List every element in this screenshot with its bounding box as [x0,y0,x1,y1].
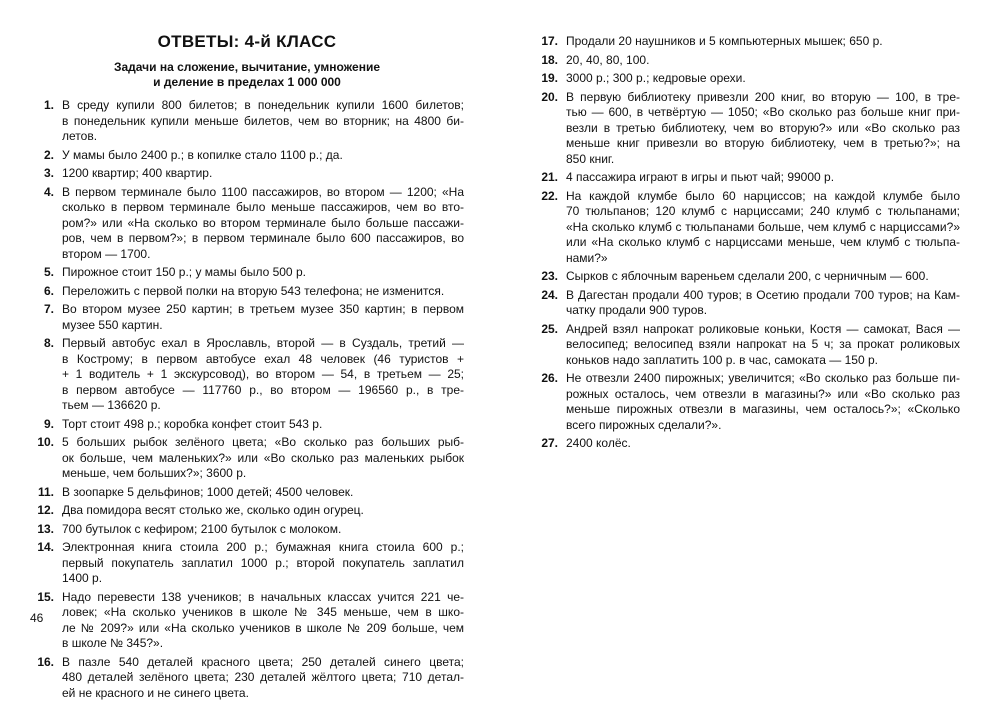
answer-text [62,590,464,652]
answer-item [30,265,464,281]
answer-number: 18. [541,52,558,67]
answer-text-line: в Кострому; в первом автобусе ехал 48 человек (46 туристов + [62,351,464,366]
answer-text-line: ле № 209?» или «На сколько учеников в школе № 209 больше, чем [62,620,464,635]
answer-item [30,522,464,538]
answer-text-line: коньков надо заплатить 100 р. в час, самоката — 150 р. [566,352,878,367]
answer-item [30,148,464,164]
answer-item [534,53,960,69]
answer-number: 12. [37,503,54,517]
answer-text-line: 1400 р. [62,571,103,585]
answer-text-line: 480 деталей зелёного цвета; 230 деталей жёлтого цвета; 710 детал- [62,670,464,684]
answer-text-line: Во втором музее 250 картин; в третьем музее 350 картин; в первом [62,302,464,316]
answer-text-line: всего пирожных сделали?». [566,417,722,432]
answer-item [534,71,960,87]
answer-number: 10. [37,435,54,449]
answer-text [62,522,464,538]
answer-text-line: втором — 1700. [62,246,151,261]
answer-text [62,485,464,501]
answer-text-line: 5 больших рыбок зелёного цвета; «Во сколько раз больших рыб- [62,435,464,449]
answer-text [566,71,960,87]
answer-item [534,269,960,285]
answer-item [30,417,464,433]
answer-text-line: ров, чем в первом?»; в первом терминале было 600 пассажиров, во [62,231,464,245]
answer-text-line: музее 550 картин. [62,317,163,332]
left-column [30,0,464,704]
answer-text-line: 3000 р.; 300 р.; кедровые орехи. [566,71,746,85]
answer-item [534,371,960,433]
answer-text [566,34,960,50]
answer-item [30,284,464,300]
answer-list-left [30,98,464,701]
answer-text [62,98,464,145]
answer-text-line: нами?» [566,250,608,265]
answer-text-line: Переложить с первой полки на вторую 543 телефона; не изменится. [62,283,445,298]
answer-number: 17. [541,34,558,48]
answer-text-line: Продали 20 наушников и 5 компьютерных мышек; 650 р. [566,34,883,48]
answer-item [30,435,464,482]
answer-text-line: «На сколько клумб с тюльпанами больше, чем клумб с нарциссами?» [566,219,960,234]
answer-text-line: летов. [62,129,98,143]
answer-number: 16. [37,654,54,669]
answer-item [30,185,464,263]
answer-text-line: в понедельник купили меньше билетов, чем во вторник; на 4800 би- [62,113,464,128]
answer-text-line: 70 тюльпанов; 120 клумб с нарциссами; 240 клумб с тюльпанами; [566,204,960,218]
answer-text [62,655,464,702]
answer-number: 20. [541,89,558,104]
answer-text-line: Электронная книга стоила 200 р.; бумажная книга стоила 600 р.; [62,540,464,554]
answer-text [62,284,464,300]
answer-text-line: + 1 водитель + 1 экскурсовод), во втором — 54, в третьем — 25; [62,367,464,381]
answer-number: 9. [43,416,54,431]
answer-text-line: В первую библиотеку привезли 200 книг, во вторую — 100, в тре- [566,89,960,104]
answer-text [566,170,960,186]
answer-number: 11. [37,484,54,499]
answer-text [566,436,960,452]
answer-text-line: Два помидора весят столько же, сколько один огурец. [62,503,364,517]
page-title: ОТВЕТЫ: 4-й КЛАСС [157,32,337,51]
answer-item [534,34,960,50]
answer-item [534,288,960,319]
answer-text [62,302,464,333]
answer-text [566,189,960,267]
answer-number: 22. [541,188,558,203]
answer-text-line: В первом терминале было 1100 пассажиров, во втором — 1200; «На [62,184,464,199]
answer-number: 13. [37,521,54,536]
answer-text-line: 2400 колёс. [566,436,631,450]
answer-text-line: 20, 40, 80, 100. [566,52,650,67]
answer-text [566,269,960,285]
answer-text-line: Первый автобус ехал в Ярославль, второй — в Суздаль, третий — [62,336,464,350]
answer-number: 19. [541,71,558,85]
answer-text-line: Не отвезли 2400 пирожных; увеличится; «Во сколько раз больше пи- [566,371,960,385]
answer-item [534,436,960,452]
answer-text-line: в первом автобусе — 117760 р., во втором — 196560 р., в тре- [62,382,464,397]
answer-text [566,322,960,369]
answer-item [30,302,464,333]
answer-item [534,170,960,186]
answer-text [62,265,464,281]
answer-text-line: 850 книг. [566,151,615,166]
answer-text-line: В зоопарке 5 дельфинов; 1000 детей; 4500 человек. [62,484,354,499]
answer-text-line: сколько в первом терминале было меньше пассажиров, чем во вто- [62,200,464,214]
answer-number: 21. [541,170,558,184]
answer-number: 24. [541,287,558,302]
subtitle-line: Задачи на сложение, вычитание, умножение [113,60,381,74]
answer-text [62,148,464,164]
page-number: 46 [30,611,44,625]
answer-text-line: Андрей взял напрокат роликовые коньки, Костя — самокат, Вася — [566,321,960,336]
answer-number: 27. [541,436,558,450]
right-column [534,0,960,455]
answer-text-line: У мамы было 2400 р.; в копилке стало 1100 р.; да. [62,147,343,162]
answer-text-line: или «На сколько клумб с нарциссами меньше, чем клумб с тюльпа- [566,235,960,249]
answer-text-line: велосипед; велосипед взяли напрокат на 5 ч; за прокат роликовых [566,337,960,351]
answer-text [566,371,960,433]
answer-item [30,590,464,652]
answer-item [534,189,960,267]
answer-text-line: первый покупатель заплатил 1000 р.; второй покупатель заплатил [62,555,464,570]
answer-text-line: В пазле 540 деталей красного цвета; 250 деталей синего цвета; [62,654,464,669]
answer-text-line: меньше пирожных отвезли в магазины, чем осталось?»; «Сколько [566,402,960,416]
answer-text-line: В Дагестан продали 400 туров; в Осетию продали 700 туров; на Кам- [566,287,960,302]
answer-number: 14. [37,540,54,554]
answer-text [62,540,464,587]
answer-number: 26. [541,371,558,385]
answer-number: 6. [43,283,54,298]
answer-item [30,485,464,501]
answer-item [30,503,464,519]
answer-text-line: ловек; «На сколько учеников в школе № 345 меньше, чем в шко- [62,605,464,619]
answer-text-line: меньше книг привезли во вторую библиотеку, чем в третью?»; на [566,136,960,150]
answer-item [30,336,464,414]
answer-text-line: ок больше, чем маленьких?» или «Во сколько раз маленьких рыбок [62,450,464,465]
answer-text-line: везли в третью библиотеку, чем во вторую?» или «Во сколько раз [566,120,960,135]
answer-text-line: тью — 600, в четвёртую — 1050; «Во сколько раз больше книг при- [566,105,960,119]
answer-number: 15. [37,589,54,604]
answer-text-line: меньше, чем больших?»; 3600 р. [62,466,247,480]
answer-item [534,322,960,369]
answer-text-line: Надо перевести 138 учеников; в начальных классах учится 221 че- [62,589,464,604]
answer-text-line: тьем — 136620 р. [62,398,161,412]
answer-number: 8. [43,336,54,350]
section-subtitle [30,60,464,90]
answer-number: 25. [541,321,558,336]
answer-text-line: На каждой клумбе было 60 нарциссов; на каждой клумбе было [566,188,960,203]
answer-text [566,288,960,319]
answer-item [30,655,464,702]
answer-text [62,185,464,263]
answer-number: 5. [43,265,54,279]
answer-text [566,53,960,69]
answer-text [566,90,960,168]
answer-item [30,540,464,587]
answer-text-line: В среду купили 800 билетов; в понедельник купили 1600 билетов; [62,98,464,112]
answer-number: 7. [43,302,54,316]
answer-text-line: Торт стоит 498 р.; коробка конфет стоит 543 р. [62,416,323,431]
answer-number: 1. [43,98,54,112]
answer-text-line: ром?» или «На сколько во втором терминале было больше пассажи- [62,215,464,230]
answer-text-line: Сырков с яблочным вареньем сделали 200, с черничным — 600. [566,269,929,283]
answer-text [62,417,464,433]
answer-list-right [534,34,960,452]
answer-number: 2. [43,147,54,162]
subtitle-line: и деление в пределах 1 000 000 [153,75,341,89]
answer-text [62,503,464,519]
answer-text [62,336,464,414]
answer-text-line: 4 пассажира играют в игры и пьют чай; 99000 р. [566,170,835,184]
answer-item [30,98,464,145]
answer-text-line: 700 бутылок с кефиром; 2100 бутылок с молоком. [62,521,342,536]
answer-number: 23. [541,269,558,283]
answer-text-line: чатку продали 900 туров. [566,303,708,317]
answer-number: 4. [43,184,54,199]
answer-text-line: рожных осталось, чем отвезли в магазины?» или «Во сколько раз [566,386,960,401]
answer-item [30,166,464,182]
answer-text-line: Пирожное стоит 150 р.; у мамы было 500 р. [62,265,306,279]
answer-text [62,166,464,182]
answer-text-line: 1200 квартир; 400 квартир. [62,166,213,180]
answer-text-line: в школе № 345?». [62,636,164,650]
answer-item [534,90,960,168]
answer-text [62,435,464,482]
answer-text-line: ей не красного и не синего цвета. [62,685,249,700]
answer-number: 3. [43,166,54,180]
